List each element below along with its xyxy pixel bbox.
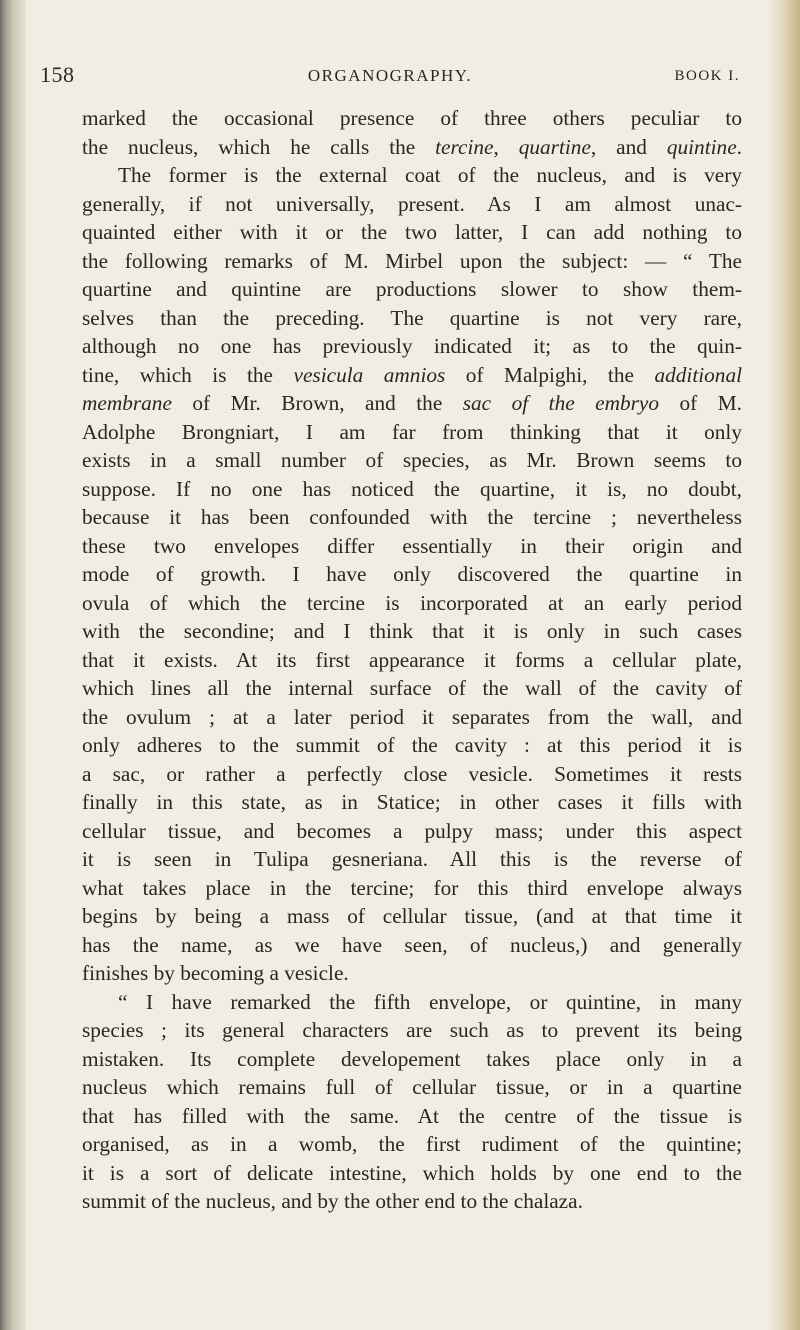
text-run: nucleus which remains full of cellular tissue, or in a quartine bbox=[82, 1075, 742, 1099]
text-run: species ; its general characters are such as to prevent its being bbox=[82, 1018, 742, 1042]
text-line bbox=[82, 788, 742, 817]
body-text bbox=[82, 104, 742, 1216]
italic-term: sac of the embryo bbox=[462, 391, 660, 415]
book-label: BOOK I. bbox=[674, 68, 740, 84]
text-run: exists in a small number of species, as Mr. Brown seems to bbox=[82, 448, 742, 472]
text-run: although no one has previously indicated it; as to the quin- bbox=[82, 334, 742, 358]
text-line bbox=[82, 560, 742, 589]
italic-term: tercine bbox=[435, 134, 494, 159]
text-run: ovula of which the tercine is incorporated at an early period bbox=[82, 590, 742, 615]
text-line bbox=[82, 503, 742, 532]
text-run: suppose. If no one has noticed the quartine, it is, no doubt, bbox=[82, 476, 742, 501]
text-run: the ovulum ; at a later period it separates from the wall, and bbox=[82, 704, 742, 729]
text-line bbox=[82, 361, 742, 390]
text-run: with the secondine; and I think that it is only in such cases bbox=[82, 619, 742, 643]
italic-term: membrane bbox=[82, 391, 172, 415]
text-line bbox=[82, 703, 742, 732]
text-run: mode of growth. I have only discovered the quartine in bbox=[82, 562, 742, 586]
text-line bbox=[82, 1187, 742, 1216]
text-line bbox=[82, 646, 742, 675]
italic-term: additional bbox=[654, 362, 743, 387]
text-run: the nucleus, which he calls the bbox=[82, 134, 436, 159]
text-run: it is seen in Tulipa gesneriana. All this is the reverse of bbox=[82, 847, 742, 871]
text-run: “ I have remarked the fifth envelope, or quintine, in many bbox=[118, 989, 742, 1014]
italic-term: vesicula amnios bbox=[293, 362, 446, 387]
text-run: , and bbox=[590, 134, 667, 159]
text-run: of M. bbox=[659, 391, 742, 415]
text-line bbox=[82, 475, 742, 504]
text-line bbox=[82, 446, 742, 475]
text-run: a sac, or rather a perfectly close vesicle. Sometimes it rests bbox=[82, 761, 742, 786]
text-run: begins by being a mass of cellular tissue, (and at that time it bbox=[82, 904, 742, 928]
page-gutter-shadow bbox=[0, 0, 26, 1330]
text-line bbox=[82, 190, 742, 219]
text-run: selves than the preceding. The quartine is not very rare, bbox=[82, 305, 742, 330]
text-run: generally, if not universally, present. As I am almost unac- bbox=[82, 191, 742, 216]
running-title: ORGANOGRAPHY. bbox=[307, 66, 473, 85]
text-line bbox=[82, 104, 742, 133]
text-run: of Mr. Brown, and the bbox=[171, 391, 463, 415]
text-line bbox=[82, 218, 742, 247]
page-edge-stain bbox=[770, 0, 800, 1330]
italic-term: quintine bbox=[666, 134, 737, 159]
text-line bbox=[82, 931, 742, 960]
text-run: only adheres to the summit of the cavity : at this period it is bbox=[82, 733, 742, 757]
text-line bbox=[82, 1159, 742, 1188]
text-run: finally in this state, as in Statice; in other cases it fills with bbox=[82, 790, 742, 814]
text-line bbox=[82, 760, 742, 789]
running-header bbox=[40, 62, 740, 92]
text-run: The former is the external coat of the nucleus, and is very bbox=[118, 163, 742, 187]
text-run: it is a sort of delicate intestine, which holds by one end to the bbox=[82, 1160, 742, 1185]
text-line bbox=[82, 1073, 742, 1102]
text-line bbox=[82, 247, 742, 276]
text-line bbox=[82, 589, 742, 618]
text-line bbox=[82, 1045, 742, 1074]
text-line bbox=[82, 731, 742, 760]
text-line bbox=[82, 674, 742, 703]
text-run: of Malpighi, the bbox=[445, 362, 655, 387]
text-run: mistaken. Its complete developement takes place only in a bbox=[82, 1046, 742, 1071]
text-run: marked the occasional presence of three others peculiar to bbox=[82, 106, 742, 130]
text-run: quartine and quintine are productions slower to show them- bbox=[82, 277, 742, 301]
text-run: the following remarks of M. Mirbel upon the subject: — “ The bbox=[82, 248, 742, 273]
text-line bbox=[82, 133, 742, 162]
text-run: cellular tissue, and becomes a pulpy mass; under this aspect bbox=[82, 818, 742, 843]
text-run: because it has been confounded with the tercine ; nevertheless bbox=[82, 505, 742, 529]
text-line bbox=[82, 418, 742, 447]
text-run: tine, which is the bbox=[82, 362, 294, 387]
italic-term: quartine bbox=[518, 134, 591, 159]
text-run: these two envelopes differ essentially in their origin and bbox=[82, 533, 742, 558]
text-line bbox=[82, 332, 742, 361]
text-run: . bbox=[736, 134, 742, 159]
text-line bbox=[82, 874, 742, 903]
text-line bbox=[82, 1016, 742, 1045]
text-line bbox=[82, 304, 742, 333]
text-line bbox=[82, 988, 742, 1017]
text-line bbox=[82, 532, 742, 561]
text-run: what takes place in the tercine; for this third envelope always bbox=[82, 875, 742, 900]
text-line bbox=[82, 617, 742, 646]
text-run: that it exists. At its first appearance it forms a cellular plate, bbox=[82, 647, 742, 672]
text-run: organised, as in a womb, the first rudiment of the quintine; bbox=[82, 1132, 742, 1156]
text-line bbox=[82, 161, 742, 190]
text-line bbox=[82, 1102, 742, 1131]
text-run: which lines all the internal surface of the wall of the cavity of bbox=[82, 676, 742, 700]
text-run: Adolphe Brongniart, I am far from thinking that it only bbox=[82, 419, 742, 444]
text-run: summit of the nucleus, and by the other end to the chalaza. bbox=[82, 1189, 583, 1213]
text-line bbox=[82, 959, 742, 988]
text-line bbox=[82, 275, 742, 304]
text-line bbox=[82, 902, 742, 931]
text-run: finishes by becoming a vesicle. bbox=[82, 961, 349, 985]
page-number: 158 bbox=[40, 62, 75, 87]
text-run: that has filled with the same. At the centre of the tissue is bbox=[82, 1103, 742, 1128]
text-run: , bbox=[493, 134, 519, 159]
text-line bbox=[82, 1130, 742, 1159]
text-run: quainted either with it or the two latter, I can add nothing to bbox=[82, 220, 742, 244]
text-line bbox=[82, 817, 742, 846]
text-line bbox=[82, 845, 742, 874]
text-run: has the name, as we have seen, of nucleus,) and generally bbox=[82, 932, 742, 957]
text-line bbox=[82, 389, 742, 418]
